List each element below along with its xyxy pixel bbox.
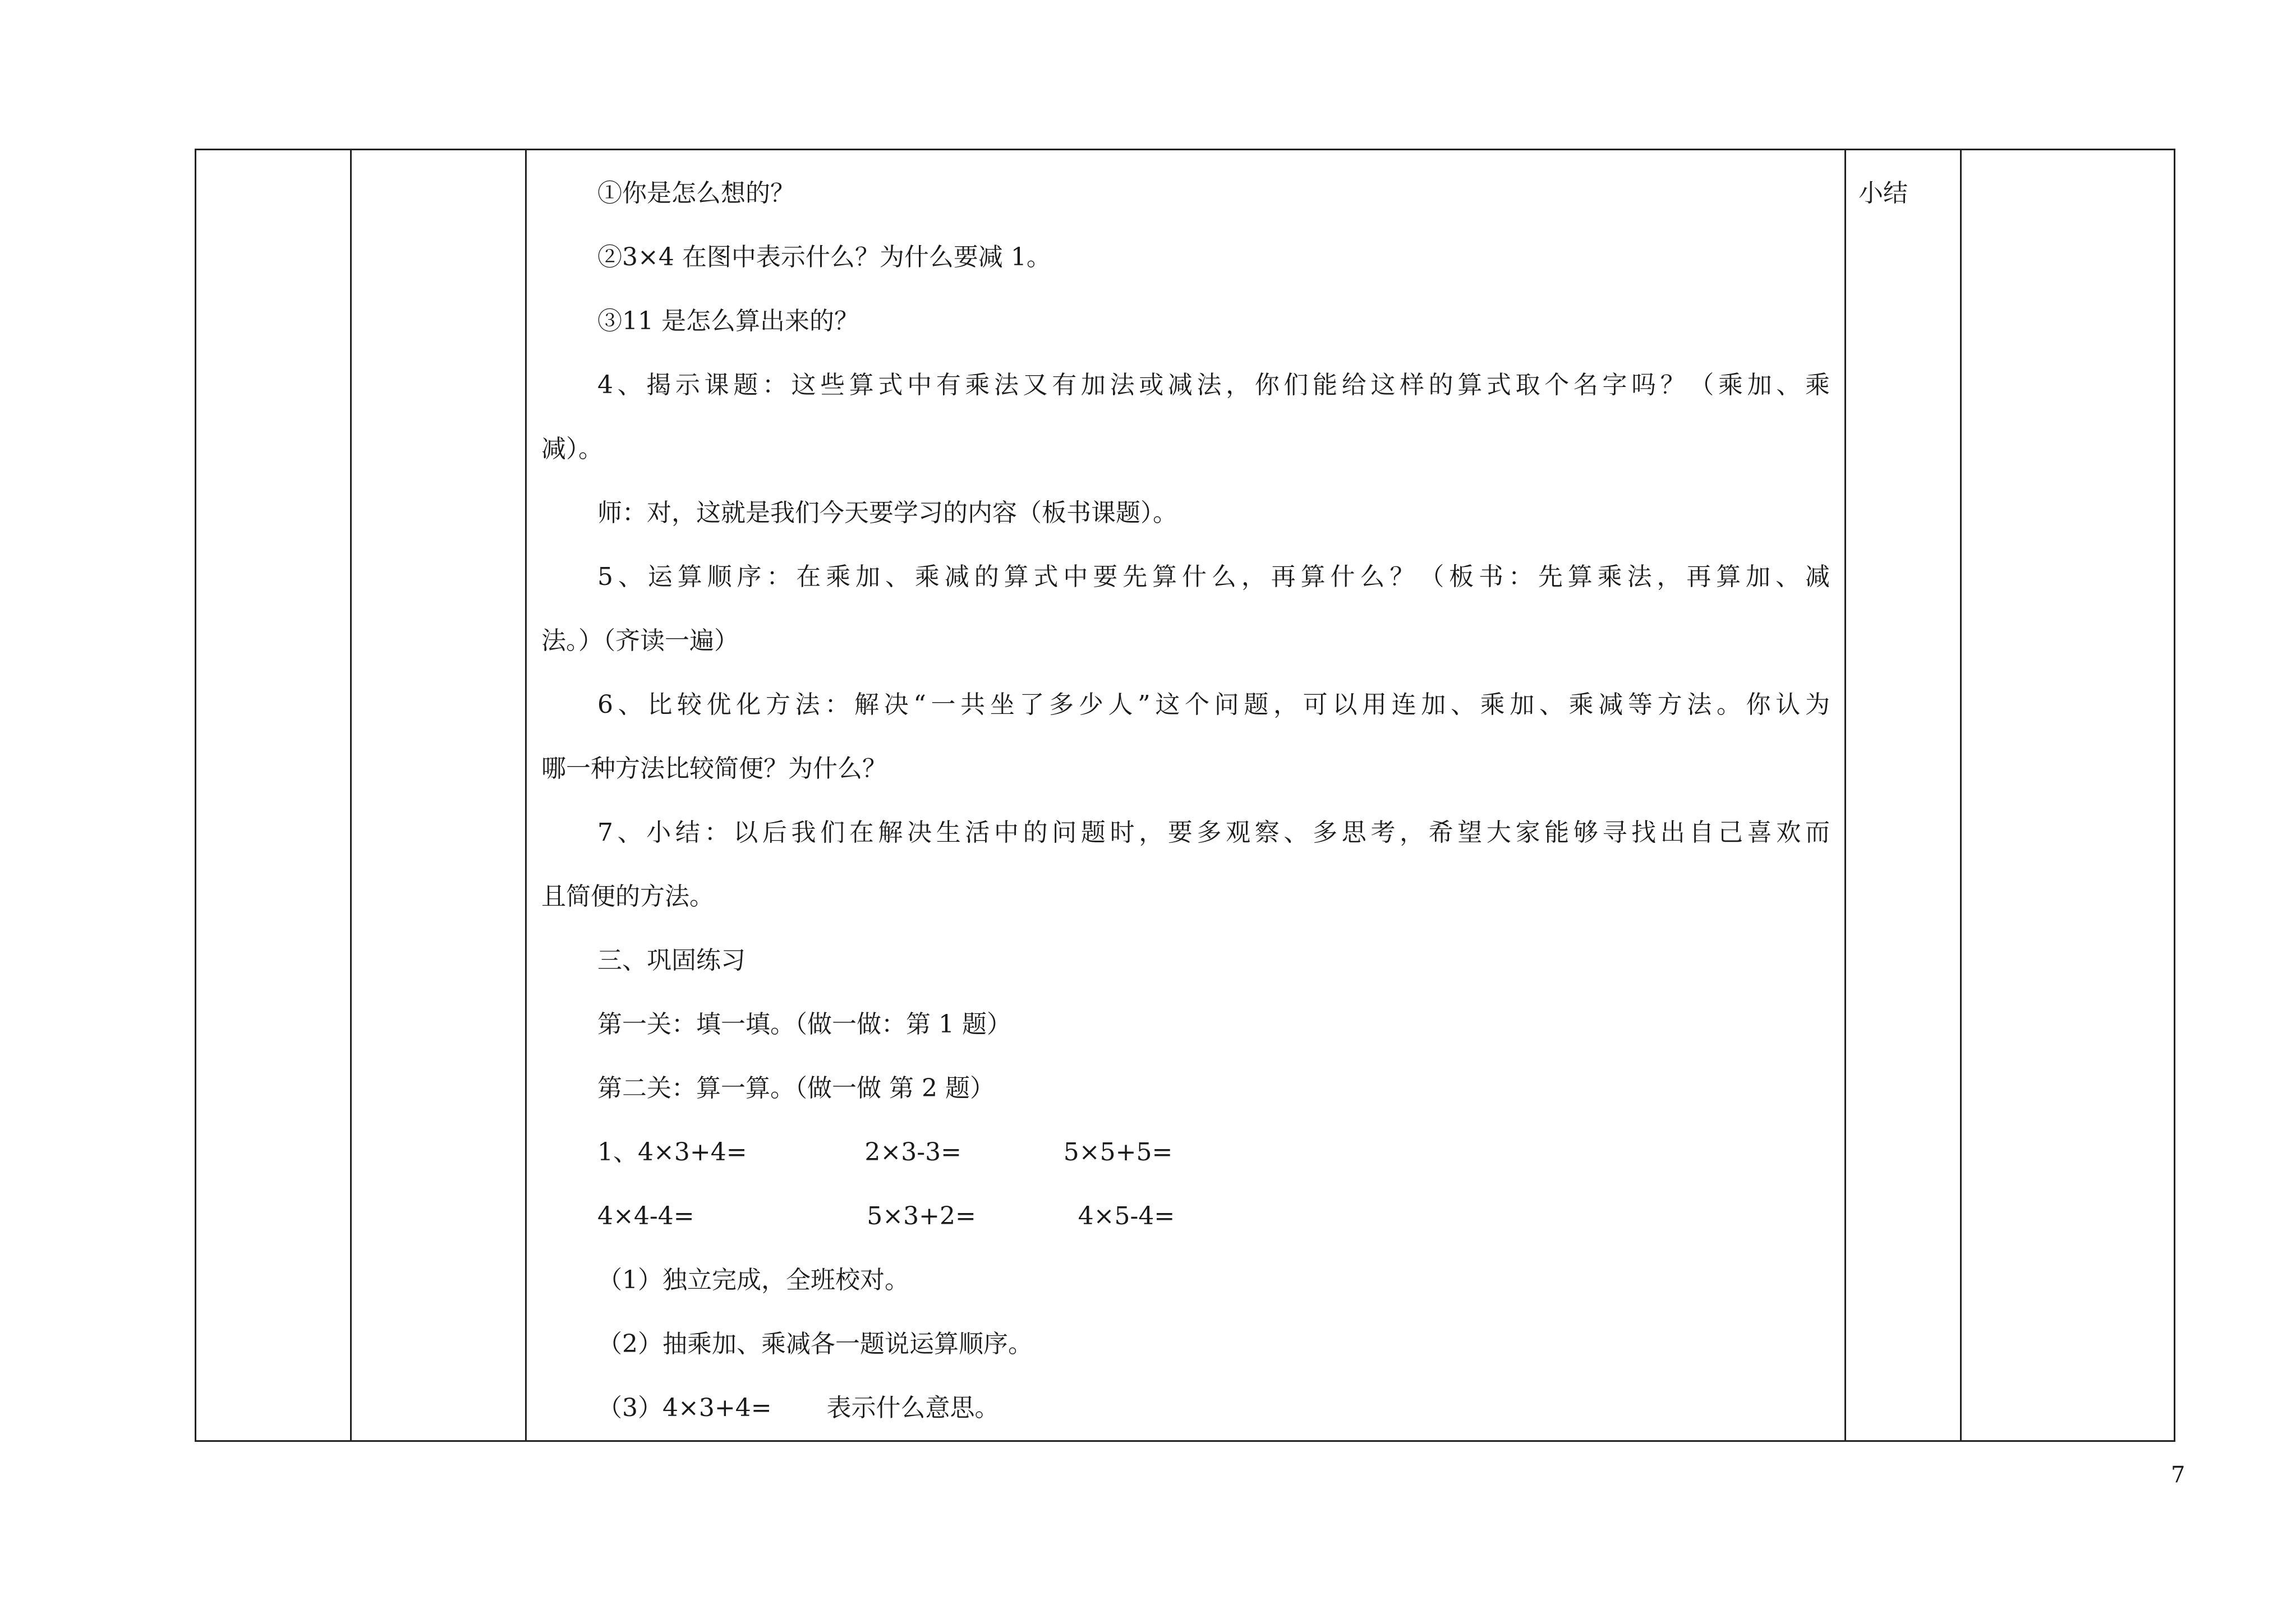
page-number: 7 (2171, 1462, 2185, 1488)
lesson-content (527, 150, 1844, 1440)
lesson-content-cell (526, 150, 1846, 1441)
content-line: ②3×4 在图中表示什么？为什么要减 1。 (597, 243, 1051, 271)
lesson-plan-table (195, 149, 2175, 1442)
content-line: 7、小结：以后我们在解决生活中的问题时，要多观察、多思考，希望大家能够寻找出自己喜欢而 (597, 818, 1830, 847)
content-line: 师：对，这就是我们今天要学习的内容（板书课题）。 (597, 499, 1177, 527)
content-line: 第一关：填一填。（做一做：第 1 题） (597, 1010, 1011, 1039)
side-note-cell (1846, 150, 1961, 1441)
content-line: （2）抽乘加、乘减各一题说运算顺序。 (597, 1330, 1033, 1358)
content-line: 减）。 (541, 435, 603, 463)
content-line: （1）独立完成，全班校对。 (597, 1266, 909, 1294)
content-line: （3）4×3+4= 表示什么意思。 (597, 1394, 1000, 1422)
content-line: 6、比较优化方法：解决“一共坐了多少人”这个问题，可以用连加、乘加、乘减等方法。你认为 (597, 690, 1830, 719)
empty-cell-column-5 (1961, 150, 2175, 1441)
content-line: 且简便的方法。 (541, 882, 714, 911)
exercise-line: 4×4-4= 5×3+2= 4×5-4= (597, 1202, 1175, 1230)
table-row (196, 150, 2175, 1441)
content-line: 法。）（齐读一遍） (541, 626, 739, 655)
empty-cell-column-1 (196, 150, 351, 1441)
section-heading: 三、巩固练习 (597, 946, 746, 975)
side-note: 小结 (1858, 179, 1908, 208)
content-line: ①你是怎么想的？ (597, 179, 795, 208)
content-line: ③11 是怎么算出来的？ (597, 307, 859, 335)
content-line: 哪一种方法比较简便？为什么？ (541, 754, 887, 783)
empty-cell-column-2 (351, 150, 526, 1441)
exercise-line: 1、4×3+4= 2×3-3= 5×5+5= (597, 1138, 1173, 1166)
content-line: 4、揭示课题：这些算式中有乘法又有加法或减法，你们能给这样的算式取个名字吗？（乘加、乘 (597, 371, 1830, 399)
content-line: 5、运算顺序：在乘加、乘减的算式中要先算什么，再算什么？（板书：先算乘法，再算加、减 (597, 562, 1830, 591)
content-line: 第二关：算一算。（做一做 第 2 题） (597, 1074, 995, 1103)
